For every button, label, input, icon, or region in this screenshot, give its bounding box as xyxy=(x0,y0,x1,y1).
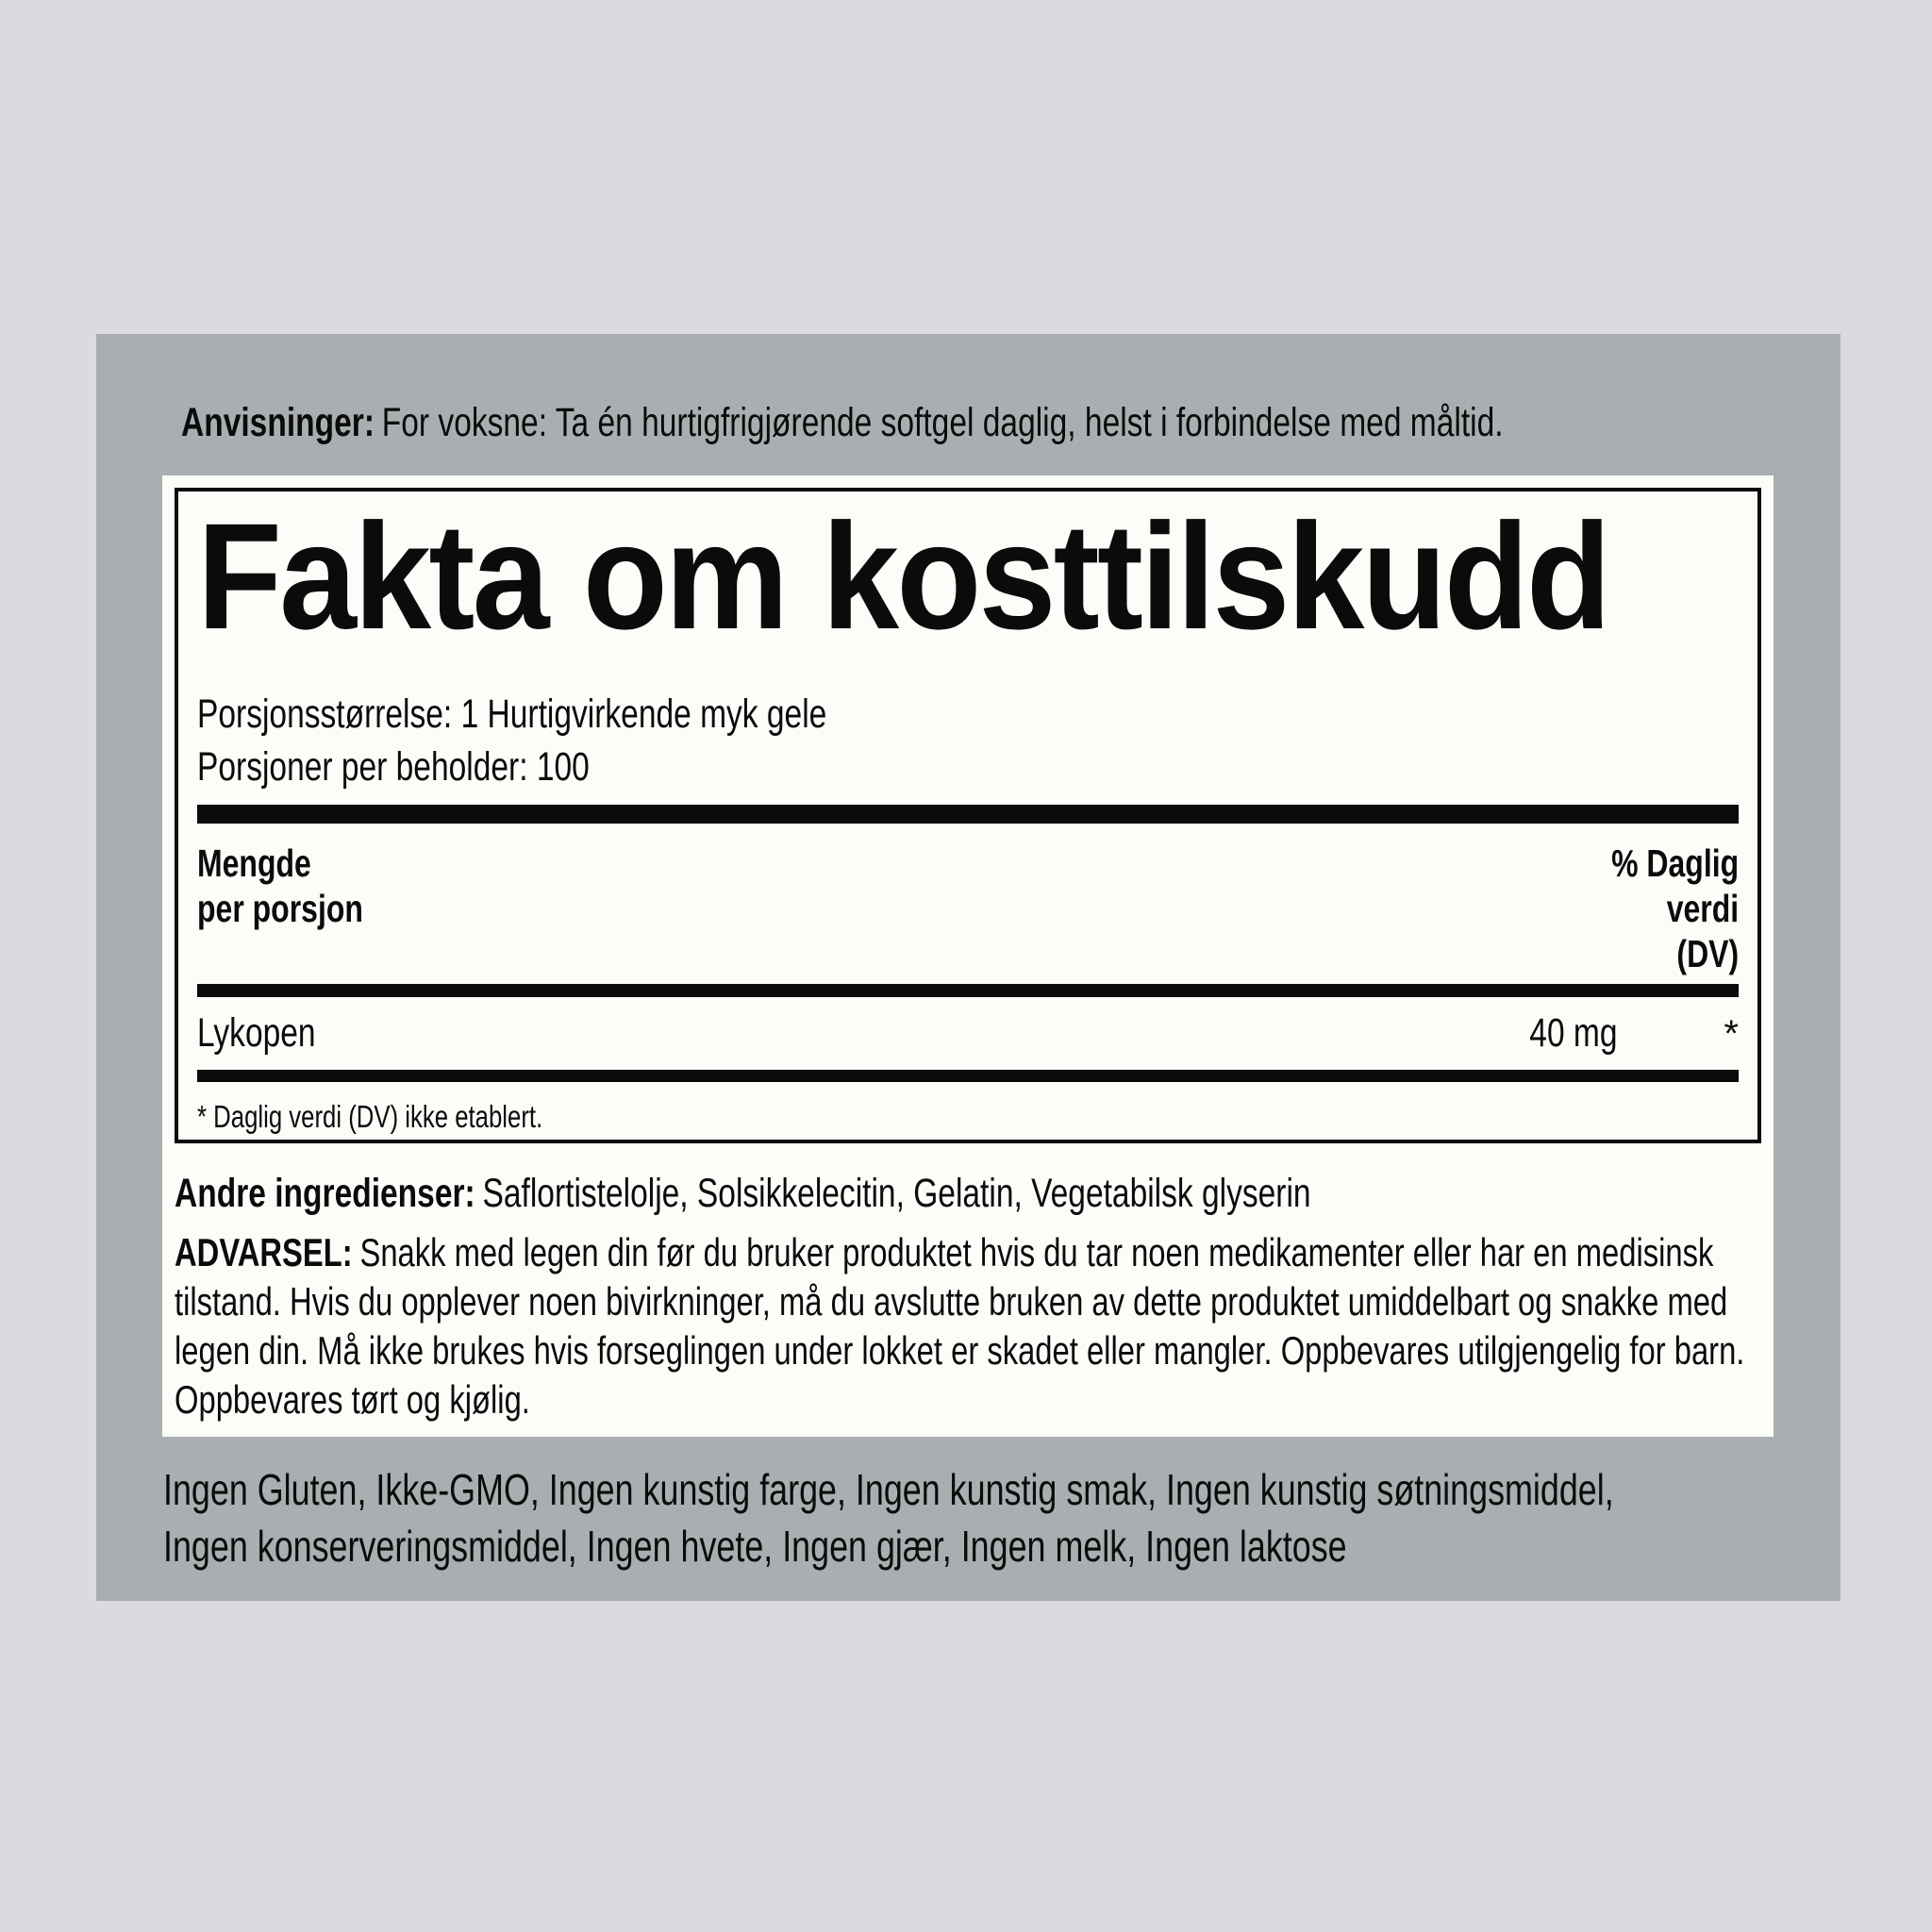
other-ingredients-label: Andre ingredienser: xyxy=(175,1171,475,1216)
warning-text: Snakk med legen din før du bruker produktet hvis du tar noen medikamenter eller har en medisinsk tilstand. Hvis du opplever noen bivirkninger, må du avslutte bruken av dette produktet umiddelbart og snakke med legen din. Må ikke brukes hvis forseglingen under lokket er skadet eller mangler. Oppbevares utilgjengelig for barn. Oppbevares tørt og kjølig. xyxy=(175,1230,1745,1422)
directions-value: For voksne: Ta én hurtigfrigjørende softgel daglig, helst i forbindelse med måltid. xyxy=(381,400,1504,445)
daily-value-header-line1: % Daglig xyxy=(1610,841,1739,885)
nutrient-name-text: Lykopen xyxy=(197,1010,316,1056)
claims-block xyxy=(163,1461,1840,1574)
nutrient-name xyxy=(197,1008,1505,1058)
nutrient-amount-text: 40 mg xyxy=(1529,1010,1618,1056)
warning-paragraph xyxy=(175,1228,1761,1424)
amount-header-line2: per porsjon xyxy=(197,887,363,930)
amount-header xyxy=(197,841,410,931)
divider-under-nutrient xyxy=(197,1070,1739,1082)
other-ingredients-value: Saflortistelolje, Solsikkelecitin, Gelatin, Vegetabilsk glyserin xyxy=(482,1171,1311,1216)
amount-header-lines xyxy=(197,841,363,931)
directions-line xyxy=(181,398,1840,447)
serving-size-line xyxy=(197,688,1739,741)
thick-divider-top xyxy=(197,805,1739,824)
supplement-facts-label xyxy=(162,475,1774,1437)
servings-per-container-line xyxy=(197,741,1739,793)
product-label-panel xyxy=(96,334,1840,1601)
claims-line-1 xyxy=(163,1461,1840,1518)
facts-footnote-text: * Daglig verdi (DV) ikke etablert. xyxy=(197,1099,543,1134)
supplement-facts-box xyxy=(175,488,1761,1143)
nutrient-amount xyxy=(1505,1008,1618,1058)
divider-under-header xyxy=(197,984,1739,997)
directions-label: Anvisninger: xyxy=(181,400,375,445)
nutrient-row xyxy=(197,1008,1739,1058)
warning-label: ADVARSEL: xyxy=(175,1230,353,1274)
daily-value-header xyxy=(1575,841,1739,976)
claims-line-1-text: Ingen Gluten, Ikke-GMO, Ingen kunstig farge, Ingen kunstig smak, Ingen kunstig søtningsmiddel, xyxy=(163,1465,1614,1514)
other-ingredients-line xyxy=(175,1168,1761,1219)
claims-line-2-text: Ingen konserveringsmiddel, Ingen hvete, Ingen gjær, Ingen melk, Ingen laktose xyxy=(163,1522,1347,1571)
servings-per-container-text: Porsjoner per beholder: 100 xyxy=(197,744,590,790)
nutrient-daily-value: * xyxy=(1724,1013,1739,1055)
claims-line-2 xyxy=(163,1518,1840,1574)
serving-size-text: Porsjonsstørrelse: 1 Hurtigvirkende myk gele xyxy=(197,691,827,737)
daily-value-header-line2: verdi xyxy=(1666,887,1739,930)
facts-footnote xyxy=(197,1097,1739,1137)
facts-header-row xyxy=(197,841,1739,976)
facts-title: Fakta om kosttilskudd xyxy=(197,491,1609,660)
other-ingredients-text xyxy=(175,1168,1311,1219)
directions-text xyxy=(181,398,1504,447)
daily-value-header-lines xyxy=(1611,841,1739,976)
amount-header-line1: Mengde xyxy=(197,841,311,885)
daily-value-header-line3: (DV) xyxy=(1676,932,1739,975)
